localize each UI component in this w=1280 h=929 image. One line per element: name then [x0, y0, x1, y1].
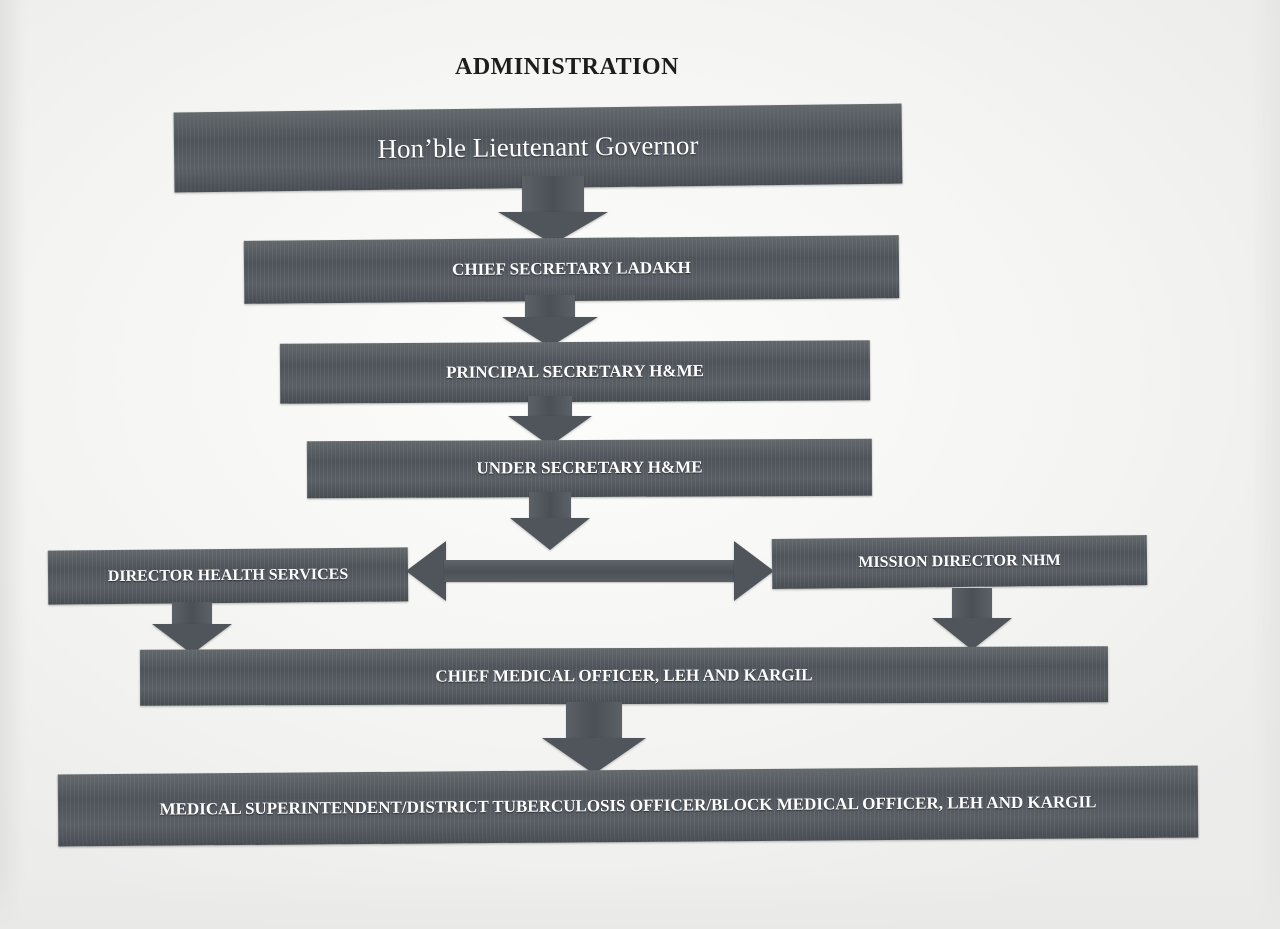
arrow-dhs-to-mission-director-bidirectional — [406, 540, 774, 602]
arrow-mission-director-to-chief-medical-officer — [932, 588, 1012, 650]
node-mission-director-nhm — [772, 535, 1148, 589]
page-title: ADMINISTRATION — [455, 54, 679, 80]
node-label: DIRECTOR HEALTH SERVICES — [107, 566, 349, 586]
arrow-head-left — [406, 541, 446, 601]
node-chief-medical-officer — [140, 646, 1108, 705]
node-label: UNDER SECRETARY H&ME — [476, 457, 703, 478]
node-label: Hon’ble Lieutenant Governor — [377, 130, 699, 165]
arrow-shaft — [172, 602, 212, 624]
node-label: MEDICAL SUPERINTENDENT/DISTRICT TUBERCULOSIS OFFICER/BLOCK MEDICAL OFFICER, LEH AND KARGIL — [159, 791, 1097, 819]
arrow-head-right — [734, 541, 774, 601]
node-chief-secretary-ladakh — [244, 235, 900, 304]
node-principal-secretary — [280, 340, 870, 404]
node-label: MISSION DIRECTOR NHM — [858, 552, 1061, 572]
node-label: PRINCIPAL SECRETARY H&ME — [445, 360, 704, 382]
node-director-health-services — [48, 547, 408, 604]
arrow-chief-secretary-to-principal-secretary — [502, 295, 598, 347]
arrow-dhs-to-chief-medical-officer — [152, 602, 232, 654]
arrow-principal-secretary-to-under-secretary — [508, 396, 592, 446]
node-under-secretary — [307, 439, 872, 498]
arrow-shaft — [952, 588, 992, 618]
arrow-shaft — [566, 702, 622, 738]
arrow-shaft — [522, 176, 584, 214]
arrow-head — [542, 738, 646, 774]
arrow-shaft — [525, 295, 575, 319]
arrow-cmo-to-medical-superintendent — [542, 702, 646, 774]
node-label: CHIEF SECRETARY LADAKH — [452, 258, 691, 280]
arrow-governor-to-chief-secretary — [498, 176, 608, 244]
arrow-shaft — [529, 492, 571, 520]
arrow-head — [932, 618, 1012, 650]
arrow-shaft — [528, 396, 572, 418]
node-label: CHIEF MEDICAL OFFICER, LEH AND KARGIL — [435, 664, 813, 686]
arrow-shaft — [444, 560, 736, 582]
node-medical-superintendent — [58, 766, 1199, 847]
